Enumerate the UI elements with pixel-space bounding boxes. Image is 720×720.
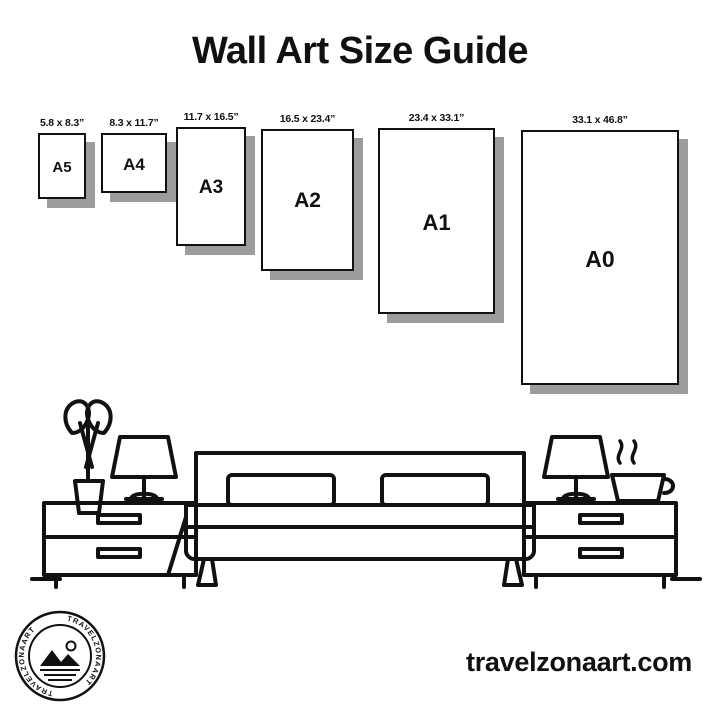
size-dimensions-label: 8.3 x 11.7” <box>109 117 159 129</box>
website-url: travelzonaart.com <box>466 647 692 677</box>
logo-arc-text-bottom: TRAVELZONAART <box>16 624 54 699</box>
right-table-lamp <box>544 437 608 499</box>
page-title: Wall Art Size Guide <box>191 30 529 72</box>
size-dimensions-label: 33.1 x 46.8” <box>572 114 628 126</box>
frame-size-name: A1 <box>422 209 451 235</box>
frame-rect[interactable] <box>38 133 86 199</box>
frame-size-name: A2 <box>294 189 321 213</box>
frame-rect[interactable] <box>261 129 354 271</box>
frame-rect[interactable] <box>101 133 167 193</box>
coffee-cup <box>612 441 673 501</box>
bedroom-illustration <box>0 375 720 605</box>
frame-rect[interactable] <box>176 127 246 246</box>
left-nightstand <box>44 503 196 587</box>
frame-rect[interactable] <box>378 128 495 314</box>
size-dimensions-label: 23.4 x 33.1” <box>408 112 465 124</box>
frame-size-name: A0 <box>585 245 615 272</box>
size-dimensions-label: 11.7 x 16.5” <box>183 111 239 123</box>
left-table-lamp <box>112 437 176 499</box>
vase-with-plant <box>65 401 110 513</box>
size-dimensions-label: 16.5 x 23.4” <box>279 113 336 125</box>
brand-logo <box>14 610 106 702</box>
frame-size-name: A3 <box>198 177 224 199</box>
frame-rect[interactable] <box>521 130 679 385</box>
bed <box>168 453 534 585</box>
frame-size-name: A4 <box>123 154 145 174</box>
size-chart <box>0 110 720 400</box>
size-dimensions-label: 5.8 x 8.3” <box>39 117 85 129</box>
logo-arc-text-top: TRAVELZONAART <box>66 613 104 688</box>
frame-size-name: A5 <box>52 159 72 176</box>
right-nightstand <box>524 503 676 587</box>
